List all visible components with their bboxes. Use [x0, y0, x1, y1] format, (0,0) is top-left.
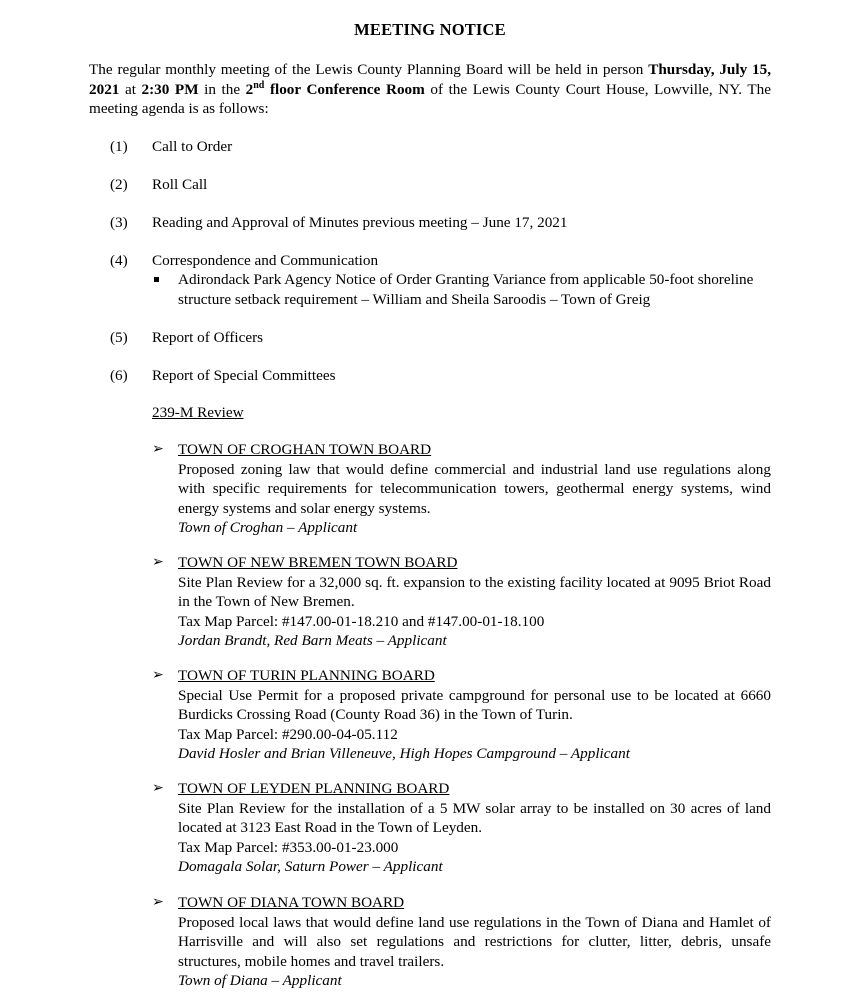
case-applicant: Domagala Solar, Saturn Power – Applicant	[178, 858, 443, 875]
intro-text: The regular monthly meeting of the Lewis County Planning Board will be held in person	[89, 61, 649, 78]
case-parcel: Tax Map Parcel: #147.00-01-18.210 and #147.00-01-18.100	[178, 612, 545, 630]
case-applicant: Town of Diana – Applicant	[178, 972, 342, 989]
agenda-number: (1)	[110, 138, 128, 155]
case-board: TOWN OF LEYDEN PLANNING BOARD	[178, 780, 450, 797]
agenda-label: Report of Special Committees	[152, 367, 336, 384]
case-description: Proposed local laws that would define land use regulations in the Town of Diana and Hamlet of Harrisville and will also set regulations and restrictions for clutter, litter, debris, unsafe structures, mobile homes and travel trailers.	[178, 913, 771, 970]
intro-text: of the Lewis County Court House, Lowville, NY. The meeting agenda is as follows:	[89, 80, 771, 117]
agenda-number: (6)	[110, 367, 128, 384]
agenda-label: Call to Order	[152, 138, 233, 155]
case-applicant: Jordan Brandt, Red Barn Meats – Applicant	[178, 632, 447, 649]
agenda-label: Reading and Approval of Minutes previous meeting – June 17, 2021	[152, 214, 568, 231]
intro-text: in the	[198, 80, 246, 98]
meeting-time: 2:30 PM	[141, 80, 199, 98]
correspondence-text: Adirondack Park Agency Notice of Order Granting Variance from applicable 50-foot shoreline structure setback requirement – William and Sheila Saroodis – Town of Greig	[178, 271, 754, 308]
arrow-bullet-icon: ➢	[152, 781, 164, 796]
meeting-room: 2nd floor Conference Room	[245, 79, 425, 98]
agenda-label: Report of Officers	[152, 329, 264, 346]
square-bullet-icon	[154, 277, 159, 282]
review-heading: 239-M Review	[152, 404, 244, 421]
case-description: Site Plan Review for the installation of a 5 MW solar array to be installed on 30 acres of land located at 3123 East Road in the Town of Leyden.	[178, 799, 771, 836]
case-board: TOWN OF NEW BREMEN TOWN BOARD	[178, 554, 458, 571]
arrow-bullet-icon: ➢	[152, 442, 164, 457]
case-applicant: David Hosler and Brian Villeneuve, High Hopes Campground – Applicant	[178, 745, 630, 762]
page-title: MEETING NOTICE	[354, 20, 506, 39]
intro-text: at	[119, 80, 142, 98]
case-parcel: Tax Map Parcel: #353.00-01-23.000	[178, 838, 399, 856]
case-parcel: Tax Map Parcel: #290.00-04-05.112	[178, 725, 398, 743]
arrow-bullet-icon: ➢	[152, 555, 164, 570]
case-board: TOWN OF CROGHAN TOWN BOARD	[178, 441, 432, 458]
case-applicant: Town of Croghan – Applicant	[178, 519, 358, 536]
case-board: TOWN OF TURIN PLANNING BOARD	[178, 667, 435, 684]
agenda-label: Correspondence and Communication	[152, 252, 379, 269]
agenda-label: Roll Call	[152, 176, 208, 193]
agenda-number: (4)	[110, 252, 128, 269]
case-description: Site Plan Review for a 32,000 sq. ft. expansion to the existing facility located at 9095 Briot Road in the Town of New Bremen.	[178, 573, 771, 610]
meeting-date: Thursday, July 15, 2021	[89, 61, 771, 98]
case-board: TOWN OF DIANA TOWN BOARD	[178, 894, 405, 911]
agenda-number: (2)	[110, 176, 128, 193]
agenda-number: (3)	[110, 214, 128, 231]
arrow-bullet-icon: ➢	[152, 895, 164, 910]
case-description: Special Use Permit for a proposed private campground for personal use to be located at 6660 Burdicks Crossing Road (County Road 36) in the Town of Turin.	[178, 686, 771, 723]
intro-paragraph	[89, 60, 771, 119]
agenda-number: (5)	[110, 329, 128, 346]
case-description: Proposed zoning law that would define commercial and industrial land use regulations along with specific requirements for telecommunication towers, geothermal energy systems, wind energy systems and solar energy systems.	[178, 460, 771, 517]
arrow-bullet-icon: ➢	[152, 668, 164, 683]
